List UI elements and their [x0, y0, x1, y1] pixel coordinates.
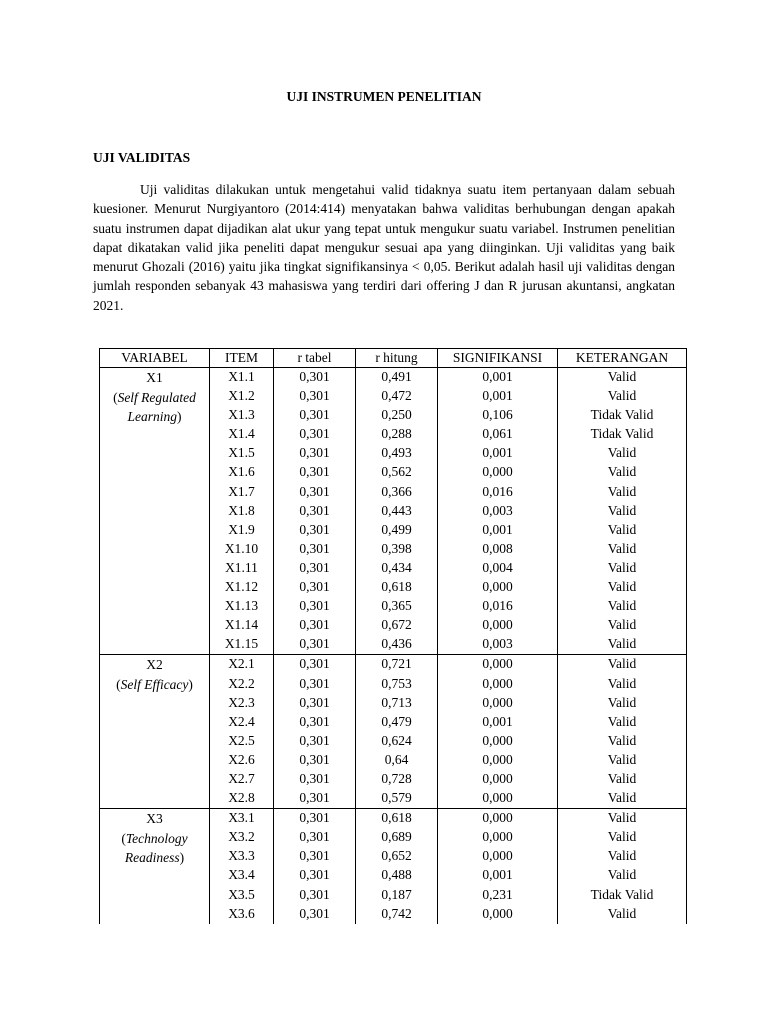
- r-hitung-cell: 0,491: [356, 368, 438, 388]
- keterangan-cell: Valid: [558, 866, 687, 885]
- signifikansi-cell: 0,001: [438, 521, 558, 540]
- keterangan-cell: Valid: [558, 521, 687, 540]
- keterangan-cell: Valid: [558, 770, 687, 789]
- keterangan-cell: Valid: [558, 828, 687, 847]
- keterangan-cell: Valid: [558, 655, 687, 675]
- table-row: [100, 809, 687, 829]
- item-cell: X1.9: [210, 521, 274, 540]
- table-header-row: [100, 349, 687, 368]
- keterangan-cell: Valid: [558, 559, 687, 578]
- signifikansi-cell: 0,008: [438, 540, 558, 559]
- r-hitung-cell: 0,398: [356, 540, 438, 559]
- item-cell: X2.2: [210, 675, 274, 694]
- signifikansi-cell: 0,000: [438, 847, 558, 866]
- variable-code: X1: [146, 370, 163, 385]
- item-cell: X1.14: [210, 616, 274, 635]
- r-tabel-cell: 0,301: [274, 675, 356, 694]
- signifikansi-cell: 0,000: [438, 828, 558, 847]
- keterangan-cell: Tidak Valid: [558, 406, 687, 425]
- variable-name-open: (: [121, 830, 126, 846]
- signifikansi-cell: 0,000: [438, 616, 558, 635]
- r-hitung-cell: 0,562: [356, 463, 438, 482]
- header-r-hitung: r hitung: [356, 349, 438, 368]
- item-cell: X3.6: [210, 905, 274, 924]
- item-cell: X1.5: [210, 444, 274, 463]
- item-cell: X2.5: [210, 732, 274, 751]
- r-hitung-cell: 0,488: [356, 866, 438, 885]
- r-hitung-cell: 0,434: [356, 559, 438, 578]
- validity-table: [99, 348, 687, 924]
- keterangan-cell: Valid: [558, 847, 687, 866]
- signifikansi-cell: 0,016: [438, 597, 558, 616]
- signifikansi-cell: 0,004: [438, 559, 558, 578]
- r-hitung-cell: 0,64: [356, 751, 438, 770]
- r-tabel-cell: 0,301: [274, 597, 356, 616]
- r-hitung-cell: 0,250: [356, 406, 438, 425]
- r-tabel-cell: 0,301: [274, 847, 356, 866]
- header-signifikansi: SIGNIFIKANSI: [438, 349, 558, 368]
- keterangan-cell: Valid: [558, 540, 687, 559]
- variable-name-close: ): [177, 409, 182, 424]
- variable-name-text: Technology Readiness: [124, 830, 188, 866]
- signifikansi-cell: 0,000: [438, 732, 558, 751]
- keterangan-cell: Valid: [558, 502, 687, 521]
- r-hitung-cell: 0,366: [356, 483, 438, 502]
- signifikansi-cell: 0,000: [438, 578, 558, 597]
- item-cell: X1.7: [210, 483, 274, 502]
- r-hitung-cell: 0,288: [356, 425, 438, 444]
- table-row: [100, 655, 687, 675]
- item-cell: X2.4: [210, 713, 274, 732]
- signifikansi-cell: 0,000: [438, 751, 558, 770]
- keterangan-cell: Valid: [558, 368, 687, 388]
- item-cell: X1.12: [210, 578, 274, 597]
- variable-cell: [100, 655, 210, 809]
- signifikansi-cell: 0,000: [438, 905, 558, 924]
- signifikansi-cell: 0,231: [438, 886, 558, 905]
- r-tabel-cell: 0,301: [274, 559, 356, 578]
- signifikansi-cell: 0,061: [438, 425, 558, 444]
- keterangan-cell: Valid: [558, 694, 687, 713]
- keterangan-cell: Valid: [558, 809, 687, 829]
- keterangan-cell: Valid: [558, 905, 687, 924]
- section-heading: UJI VALIDITAS: [93, 150, 191, 165]
- r-hitung-cell: 0,579: [356, 789, 438, 809]
- keterangan-cell: Valid: [558, 578, 687, 597]
- keterangan-cell: Valid: [558, 463, 687, 482]
- signifikansi-cell: 0,001: [438, 713, 558, 732]
- item-cell: X3.1: [210, 809, 274, 829]
- r-hitung-cell: 0,742: [356, 905, 438, 924]
- r-tabel-cell: 0,301: [274, 425, 356, 444]
- r-tabel-cell: 0,301: [274, 502, 356, 521]
- keterangan-cell: Valid: [558, 789, 687, 809]
- variable-code: X2: [146, 657, 163, 673]
- r-hitung-cell: 0,187: [356, 886, 438, 905]
- r-tabel-cell: 0,301: [274, 655, 356, 675]
- r-tabel-cell: 0,301: [274, 578, 356, 597]
- r-hitung-cell: 0,652: [356, 847, 438, 866]
- signifikansi-cell: 0,001: [438, 866, 558, 885]
- intro-paragraph: [93, 180, 675, 315]
- signifikansi-cell: 0,000: [438, 463, 558, 482]
- r-tabel-cell: 0,301: [274, 789, 356, 809]
- signifikansi-cell: 0,000: [438, 809, 558, 829]
- r-tabel-cell: 0,301: [274, 886, 356, 905]
- item-cell: X3.2: [210, 828, 274, 847]
- item-cell: X2.6: [210, 751, 274, 770]
- signifikansi-cell: 0,001: [438, 444, 558, 463]
- r-tabel-cell: 0,301: [274, 751, 356, 770]
- signifikansi-cell: 0,000: [438, 655, 558, 675]
- r-tabel-cell: 0,301: [274, 635, 356, 655]
- r-tabel-cell: 0,301: [274, 866, 356, 885]
- variable-name-text: Self Efficacy: [120, 676, 189, 692]
- signifikansi-cell: 0,001: [438, 368, 558, 388]
- item-cell: X3.4: [210, 866, 274, 885]
- header-r-tabel: r tabel: [274, 349, 356, 368]
- item-cell: X3.3: [210, 847, 274, 866]
- r-tabel-cell: 0,301: [274, 732, 356, 751]
- signifikansi-cell: 0,000: [438, 675, 558, 694]
- r-tabel-cell: 0,301: [274, 463, 356, 482]
- variable-name-close: ): [179, 850, 185, 866]
- signifikansi-cell: 0,000: [438, 770, 558, 789]
- item-cell: X1.6: [210, 463, 274, 482]
- keterangan-cell: Valid: [558, 387, 687, 406]
- table-row: [100, 368, 687, 388]
- signifikansi-cell: 0,003: [438, 502, 558, 521]
- r-hitung-cell: 0,493: [356, 444, 438, 463]
- variable-name: [100, 675, 209, 695]
- header-variabel: VARIABEL: [100, 349, 210, 368]
- variable-code: X3: [146, 811, 163, 827]
- paragraph-text: Uji validitas dilakukan untuk mengetahui valid tidaknya suatu item pertanyaan dalam sebuah kuesioner. Menurut Nurgiyantoro (2014:414) menyatakan bahwa validitas berhubungan dengan apakah suatu instrumen dapat dijadikan alat ukur yang tepat untuk mengukur suatu variabel. Instrumen penelitian dapat dikatakan valid jika peneliti dapat mengukur sesuai apa yang diinginkan. Uji validitas yang baik menurut Ghozali (2016) yaitu jika tingkat signifikansinya < 0,05. Berikut adalah hasil uji validitas dengan jumlah responden sebanyak 43 mahasiswa yang terdiri dari offering J dan R jurusan akuntansi, angkatan 2021.: [93, 182, 675, 313]
- keterangan-cell: Valid: [558, 732, 687, 751]
- table-body: [100, 368, 687, 924]
- r-hitung-cell: 0,436: [356, 635, 438, 655]
- r-hitung-cell: 0,753: [356, 675, 438, 694]
- r-tabel-cell: 0,301: [274, 770, 356, 789]
- r-hitung-cell: 0,721: [356, 655, 438, 675]
- variable-name: [100, 388, 209, 427]
- keterangan-cell: Valid: [558, 635, 687, 655]
- r-hitung-cell: 0,479: [356, 713, 438, 732]
- page-title: UJI INSTRUMEN PENELITIAN: [286, 89, 482, 104]
- r-tabel-cell: 0,301: [274, 616, 356, 635]
- r-tabel-cell: 0,301: [274, 387, 356, 406]
- item-cell: X1.3: [210, 406, 274, 425]
- r-tabel-cell: 0,301: [274, 521, 356, 540]
- signifikansi-cell: 0,001: [438, 387, 558, 406]
- r-hitung-cell: 0,624: [356, 732, 438, 751]
- r-tabel-cell: 0,301: [274, 540, 356, 559]
- variable-cell: [100, 809, 210, 924]
- r-hitung-cell: 0,618: [356, 578, 438, 597]
- signifikansi-cell: 0,016: [438, 483, 558, 502]
- signifikansi-cell: 0,000: [438, 789, 558, 809]
- r-tabel-cell: 0,301: [274, 828, 356, 847]
- item-cell: X1.8: [210, 502, 274, 521]
- item-cell: X1.2: [210, 387, 274, 406]
- variable-name: [100, 829, 209, 868]
- header-keterangan: KETERANGAN: [558, 349, 687, 368]
- r-tabel-cell: 0,301: [274, 483, 356, 502]
- r-tabel-cell: 0,301: [274, 905, 356, 924]
- item-cell: X2.3: [210, 694, 274, 713]
- item-cell: X1.11: [210, 559, 274, 578]
- variable-cell: [100, 368, 210, 655]
- keterangan-cell: Valid: [558, 597, 687, 616]
- r-tabel-cell: 0,301: [274, 406, 356, 425]
- variable-name-text: Self Regulated Learning: [117, 389, 196, 424]
- keterangan-cell: Valid: [558, 675, 687, 694]
- variable-name-open: (: [116, 676, 121, 692]
- header-item: ITEM: [210, 349, 274, 368]
- r-hitung-cell: 0,499: [356, 521, 438, 540]
- r-hitung-cell: 0,728: [356, 770, 438, 789]
- item-cell: X1.15: [210, 635, 274, 655]
- signifikansi-cell: 0,106: [438, 406, 558, 425]
- r-hitung-cell: 0,689: [356, 828, 438, 847]
- item-cell: X2.1: [210, 655, 274, 675]
- keterangan-cell: Valid: [558, 751, 687, 770]
- keterangan-cell: Tidak Valid: [558, 886, 687, 905]
- r-tabel-cell: 0,301: [274, 694, 356, 713]
- keterangan-cell: Valid: [558, 444, 687, 463]
- item-cell: X1.13: [210, 597, 274, 616]
- variable-name-open: (: [113, 389, 118, 405]
- r-hitung-cell: 0,713: [356, 694, 438, 713]
- r-tabel-cell: 0,301: [274, 809, 356, 829]
- item-cell: X2.7: [210, 770, 274, 789]
- r-hitung-cell: 0,672: [356, 616, 438, 635]
- r-hitung-cell: 0,365: [356, 597, 438, 616]
- keterangan-cell: Valid: [558, 713, 687, 732]
- keterangan-cell: Tidak Valid: [558, 425, 687, 444]
- r-tabel-cell: 0,301: [274, 713, 356, 732]
- item-cell: X2.8: [210, 789, 274, 809]
- item-cell: X3.5: [210, 886, 274, 905]
- item-cell: X1.10: [210, 540, 274, 559]
- r-hitung-cell: 0,443: [356, 502, 438, 521]
- item-cell: X1.1: [210, 368, 274, 388]
- r-tabel-cell: 0,301: [274, 368, 356, 388]
- signifikansi-cell: 0,003: [438, 635, 558, 655]
- item-cell: X1.4: [210, 425, 274, 444]
- signifikansi-cell: 0,000: [438, 694, 558, 713]
- r-hitung-cell: 0,472: [356, 387, 438, 406]
- r-tabel-cell: 0,301: [274, 444, 356, 463]
- keterangan-cell: Valid: [558, 616, 687, 635]
- r-hitung-cell: 0,618: [356, 809, 438, 829]
- keterangan-cell: Valid: [558, 483, 687, 502]
- variable-name-close: ): [188, 676, 193, 692]
